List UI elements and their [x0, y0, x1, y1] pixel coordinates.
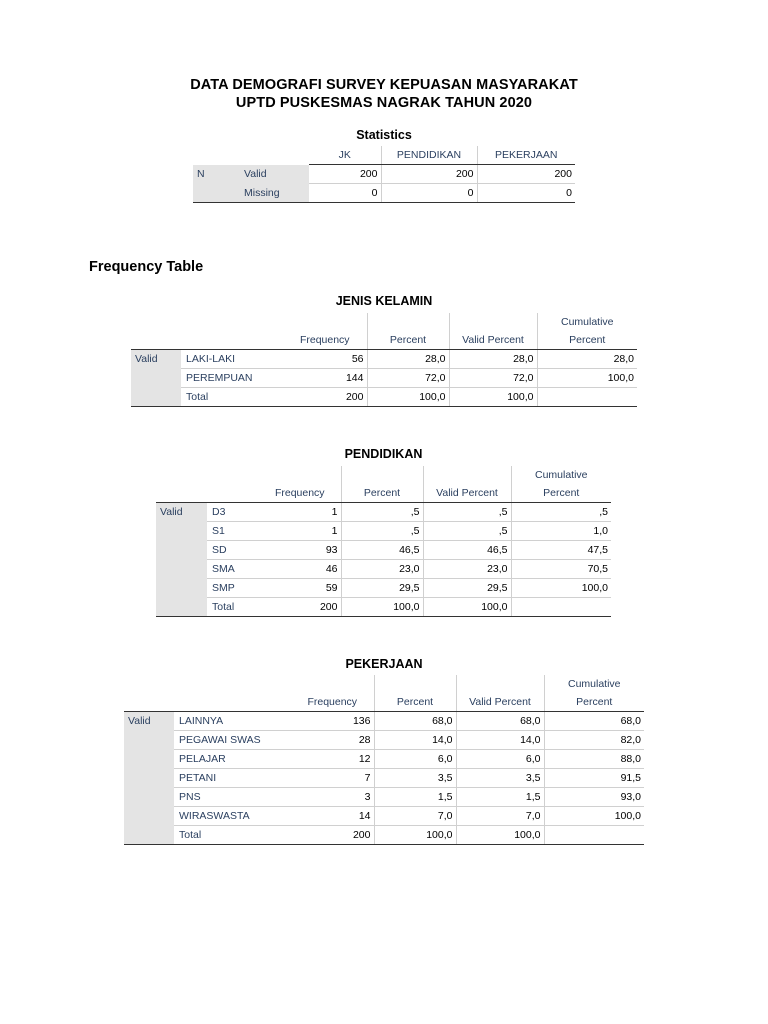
cumulative-cell: [537, 388, 637, 407]
table-row: [124, 712, 644, 731]
percent-cell: 72,0: [367, 369, 449, 388]
percent-cell: 100,0: [341, 598, 423, 617]
percent-cell: 68,0: [374, 712, 456, 731]
pendidikan-caption: PENDIDIKAN: [344, 447, 423, 461]
valid-percent-cell: 7,0: [456, 807, 544, 826]
title-line-2: UPTD PUSKESMAS NAGRAK TAHUN 2020: [235, 95, 533, 111]
valid-percent-cell: 23,0: [423, 560, 511, 579]
table-row: [124, 750, 644, 769]
row-label: PEREMPUAN: [181, 369, 283, 388]
cumulative-header-1: Cumulative: [560, 316, 614, 328]
valid-label: [124, 807, 174, 826]
cumulative-cell: [544, 826, 644, 845]
percent-cell: 1,5: [374, 788, 456, 807]
cumulative-cell: 1,0: [511, 522, 611, 541]
document-title: [0, 76, 768, 112]
valid-label: [156, 522, 207, 541]
valid-label: [124, 788, 174, 807]
table-row: [124, 826, 644, 845]
cumulative-header-2: Percent: [511, 484, 611, 503]
percent-header: Percent: [341, 484, 423, 503]
row-label: Missing: [241, 184, 309, 203]
valid-percent-cell: 100,0: [449, 388, 537, 407]
percent-header: Percent: [367, 331, 449, 350]
valid-label: [156, 598, 207, 617]
statistics-table: [193, 146, 575, 203]
row-label: PNS: [174, 788, 291, 807]
valid-percent-cell: 46,5: [423, 541, 511, 560]
cumulative-cell: 100,0: [537, 369, 637, 388]
percent-cell: 100,0: [374, 826, 456, 845]
table-cell: 200: [477, 165, 575, 184]
valid-percent-cell: 72,0: [449, 369, 537, 388]
valid-percent-cell: 28,0: [449, 350, 537, 369]
frequency-cell: 46: [259, 560, 341, 579]
cumulative-cell: 70,5: [511, 560, 611, 579]
table-cell: 200: [381, 165, 477, 184]
row-label: SMA: [207, 560, 259, 579]
table-row: [156, 560, 611, 579]
row-label: SD: [207, 541, 259, 560]
valid-percent-cell: 100,0: [456, 826, 544, 845]
row-label: SMP: [207, 579, 259, 598]
row-label: S1: [207, 522, 259, 541]
frequency-cell: 1: [259, 522, 341, 541]
column-header: PEKERJAAN: [477, 146, 575, 165]
row-label: WIRASWASTA: [174, 807, 291, 826]
valid-percent-cell: ,5: [423, 503, 511, 522]
row-label: PEGAWAI SWAS: [174, 731, 291, 750]
table-cell: 0: [381, 184, 477, 203]
valid-percent-header: Valid Percent: [456, 693, 544, 712]
cumulative-cell: 100,0: [544, 807, 644, 826]
cumulative-cell: 28,0: [537, 350, 637, 369]
percent-cell: ,5: [341, 522, 423, 541]
row-label: Valid: [241, 165, 309, 184]
table-cell: 200: [309, 165, 381, 184]
frequency-table-heading: Frequency Table: [89, 259, 204, 275]
jenis-kelamin-header-row: [131, 331, 637, 350]
valid-percent-cell: 1,5: [456, 788, 544, 807]
cumulative-cell: 47,5: [511, 541, 611, 560]
row-group-label: N: [193, 165, 241, 184]
percent-cell: 100,0: [367, 388, 449, 407]
frequency-cell: 1: [259, 503, 341, 522]
cumulative-header-1: Cumulative: [567, 678, 621, 690]
table-row: [124, 788, 644, 807]
valid-label: [156, 579, 207, 598]
cumulative-header-2: Percent: [544, 693, 644, 712]
percent-cell: 3,5: [374, 769, 456, 788]
row-label: Total: [174, 826, 291, 845]
table-row: [131, 369, 637, 388]
valid-percent-cell: 3,5: [456, 769, 544, 788]
frequency-header: Frequency: [259, 484, 341, 503]
valid-percent-cell: 14,0: [456, 731, 544, 750]
valid-label: Valid: [124, 712, 174, 731]
frequency-cell: 7: [291, 769, 374, 788]
valid-percent-header: Valid Percent: [423, 484, 511, 503]
valid-label: [156, 560, 207, 579]
percent-cell: ,5: [341, 503, 423, 522]
row-label: PETANI: [174, 769, 291, 788]
frequency-cell: 56: [283, 350, 367, 369]
frequency-cell: 200: [259, 598, 341, 617]
valid-percent-cell: 29,5: [423, 579, 511, 598]
valid-percent-header: Valid Percent: [449, 331, 537, 350]
frequency-cell: 200: [283, 388, 367, 407]
frequency-cell: 93: [259, 541, 341, 560]
pendidikan-table: [156, 466, 611, 617]
frequency-cell: 144: [283, 369, 367, 388]
row-label: D3: [207, 503, 259, 522]
valid-percent-cell: 100,0: [423, 598, 511, 617]
percent-cell: 7,0: [374, 807, 456, 826]
cumulative-cell: 91,5: [544, 769, 644, 788]
jenis-kelamin-caption: JENIS KELAMIN: [335, 294, 433, 308]
valid-label: [124, 769, 174, 788]
frequency-cell: 12: [291, 750, 374, 769]
table-row: [193, 184, 575, 203]
table-row: [156, 598, 611, 617]
pendidikan-header-row: [156, 484, 611, 503]
statistics-caption: Statistics: [356, 128, 412, 142]
valid-percent-cell: 68,0: [456, 712, 544, 731]
valid-label: [156, 541, 207, 560]
frequency-cell: 136: [291, 712, 374, 731]
cumulative-cell: 93,0: [544, 788, 644, 807]
table-cell: 0: [477, 184, 575, 203]
row-label: PELAJAR: [174, 750, 291, 769]
table-row: [124, 807, 644, 826]
cumulative-cell: 88,0: [544, 750, 644, 769]
frequency-cell: 59: [259, 579, 341, 598]
jenis-kelamin-body: [131, 350, 637, 407]
frequency-cell: 28: [291, 731, 374, 750]
pekerjaan-caption: PEKERJAAN: [345, 657, 423, 671]
percent-cell: 29,5: [341, 579, 423, 598]
cumulative-header-1: Cumulative: [534, 469, 588, 481]
table-row: [124, 731, 644, 750]
cumulative-cell: ,5: [511, 503, 611, 522]
pekerjaan-header-row: [124, 693, 644, 712]
table-row: [193, 165, 575, 184]
valid-label: Valid: [156, 503, 207, 522]
valid-label: [131, 369, 181, 388]
row-label: LAKI-LAKI: [181, 350, 283, 369]
valid-label: [124, 750, 174, 769]
pendidikan-body: [156, 503, 611, 617]
title-line-1: DATA DEMOGRAFI SURVEY KEPUASAN MASYARAKAT: [190, 77, 578, 93]
table-row: [131, 388, 637, 407]
percent-cell: 23,0: [341, 560, 423, 579]
row-label: Total: [207, 598, 259, 617]
frequency-cell: 200: [291, 826, 374, 845]
frequency-header: Frequency: [283, 331, 367, 350]
table-row: [156, 503, 611, 522]
table-cell: 0: [309, 184, 381, 203]
valid-label: [124, 826, 174, 845]
percent-header: Percent: [374, 693, 456, 712]
cumulative-cell: 68,0: [544, 712, 644, 731]
pekerjaan-body: [124, 712, 644, 845]
table-row: [156, 541, 611, 560]
percent-cell: 28,0: [367, 350, 449, 369]
table-row: [156, 522, 611, 541]
cumulative-header-2: Percent: [537, 331, 637, 350]
row-label: Total: [181, 388, 283, 407]
cumulative-cell: 100,0: [511, 579, 611, 598]
frequency-cell: 3: [291, 788, 374, 807]
column-header: PENDIDIKAN: [381, 146, 477, 165]
valid-percent-cell: 6,0: [456, 750, 544, 769]
pekerjaan-table: [124, 675, 644, 845]
valid-percent-cell: ,5: [423, 522, 511, 541]
column-header: JK: [309, 146, 381, 165]
frequency-cell: 14: [291, 807, 374, 826]
valid-label: [131, 388, 181, 407]
row-label: LAINNYA: [174, 712, 291, 731]
valid-label: Valid: [131, 350, 181, 369]
table-row: [156, 579, 611, 598]
percent-cell: 6,0: [374, 750, 456, 769]
valid-label: [124, 731, 174, 750]
table-row: [131, 350, 637, 369]
frequency-header: Frequency: [291, 693, 374, 712]
table-row: [124, 769, 644, 788]
percent-cell: 14,0: [374, 731, 456, 750]
percent-cell: 46,5: [341, 541, 423, 560]
jenis-kelamin-table: [131, 313, 637, 407]
cumulative-cell: [511, 598, 611, 617]
statistics-header-row: [193, 146, 575, 165]
cumulative-cell: 82,0: [544, 731, 644, 750]
